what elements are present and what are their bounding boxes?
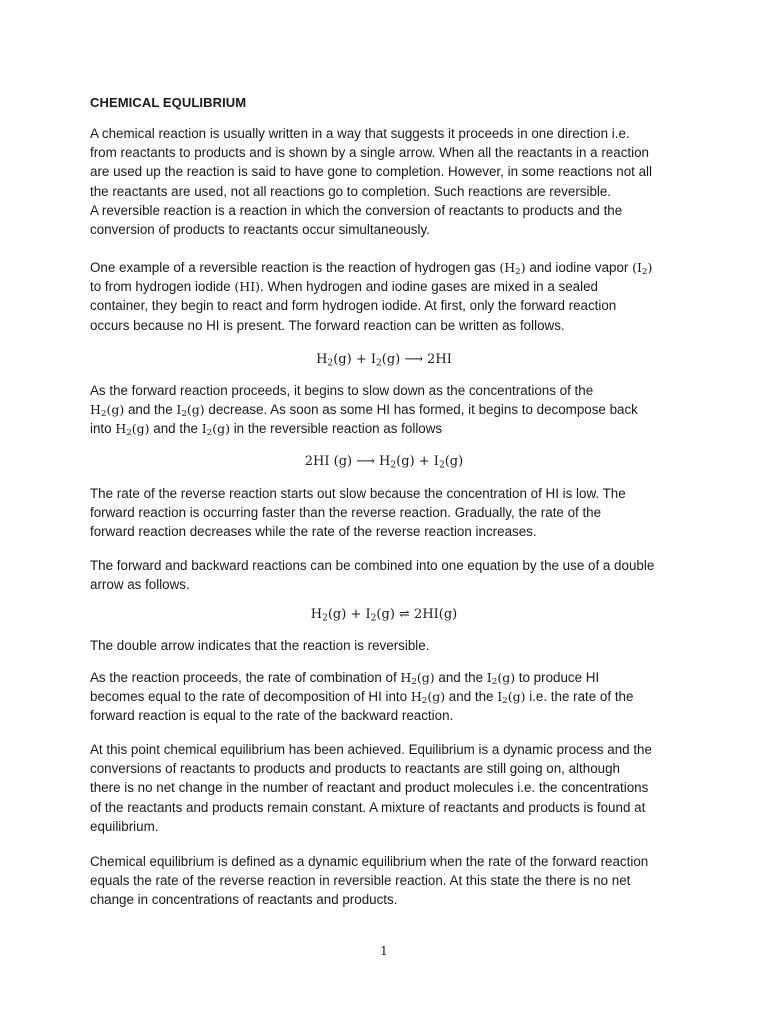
reverse-reaction-equation: 2HI (g) ⟶ $H_2(g) + I_2(g)$ — [304, 454, 464, 471]
example-paragraph — [90, 258, 678, 335]
text-span: to from hydrogen iodide — [90, 279, 235, 295]
text-line: As the reaction proceeds, the rate of combination of $H_2(g)$ and the $I_2(g)$ to produce HI — [90, 670, 600, 688]
text-line: forward reaction decreases while the rate of the reverse reaction increases. — [90, 524, 537, 540]
text-span: One example of a reversible reaction is the reaction of hydrogen gas — [90, 260, 500, 275]
text-line: the reactants are used, not all reactions go to completion. Such reactions are reversible. — [90, 183, 612, 199]
page-title: CHEMICAL EQULIBRIUM — [90, 95, 247, 110]
definition-paragraph — [90, 852, 678, 910]
combined-paragraph — [90, 556, 678, 594]
iodine-formula: $(I_2)$ — [632, 260, 653, 278]
document-page — [90, 0, 680, 1024]
text-line: Chemical equilibrium is defined as a dynamic equilibrium when the rate of the forward reaction — [90, 854, 649, 869]
text-line: equilibrium. — [90, 818, 159, 834]
text-line: container, they begin to react and form hydrogen iodide. At first, only the forward reaction — [90, 298, 617, 314]
text-line: As the forward reaction proceeds, it begins to slow down as the concentrations of the — [90, 383, 594, 398]
text-line: A reversible reaction is a reaction in which the conversion of reactants to products and the — [90, 202, 623, 218]
text-line: At this point chemical equilibrium has been achieved. Equilibrium is a dynamic process and the — [90, 742, 652, 757]
text-line: $H_2(g)$ and the $I_2(g)$ decrease. As soon as some HI has formed, it begins to decompose back — [90, 402, 638, 420]
equilibrium-paragraph — [90, 740, 678, 836]
text-line: forward reaction is occurring faster than the reverse reaction. Gradually, the rate of the — [90, 505, 602, 521]
text-line: there is no net change in the number of reactant and product molecules i.e. the concentrations — [90, 780, 649, 796]
text-line: occurs because no HI is present. The forward reaction can be written as follows. — [90, 317, 565, 333]
text-span: and iodine vapor — [525, 260, 633, 275]
rate-equal-paragraph — [90, 668, 678, 726]
text-line: conversion of products to reactants occur simultaneously. — [90, 222, 430, 238]
text-line: conversions of reactants to products and products to reactants are still going on, although — [90, 761, 620, 777]
equilibrium-equation: $H_2(g) + I_2(g)$ ⇌ 2HI(g) — [310, 607, 458, 624]
text-line: arrow as follows. — [90, 577, 190, 593]
text-line: are used up the reaction is said to have gone to completion. However, in some reactions not all — [90, 164, 652, 180]
text-line: equals the rate of the reverse reaction in reversible reaction. At this state the there is no net — [90, 873, 631, 889]
hydrogen-formula: $(H_2)$ — [499, 260, 526, 278]
text-line: from reactants to products and is shown by a single arrow. When all the reactants in a reaction — [90, 145, 649, 161]
forward-reaction-equation: $H_2(g) + I_2(g)$ ⟶ 2HI — [316, 352, 452, 369]
text-line: The rate of the reverse reaction starts out slow because the concentration of HI is low. The — [90, 486, 626, 501]
text-line: becomes equal to the rate of decomposition of HI into $H_2(g)$ and the $I_2(g)$ i.e. the rate of the — [90, 689, 634, 707]
text-line: change in concentrations of reactants and products. — [90, 892, 398, 908]
hydrogen-iodide-formula: (HI) — [234, 279, 261, 295]
page-number: 1 — [380, 944, 388, 958]
text-span: . When hydrogen and iodine gases are mixed in a sealed — [260, 279, 598, 295]
text-line: A chemical reaction is usually written in a way that suggests it proceeds in one direction i.e. — [90, 126, 630, 141]
text-line: The double arrow indicates that the reaction is reversible. — [90, 638, 430, 653]
text-line: forward reaction is equal to the rate of the backward reaction. — [90, 708, 454, 724]
text-line: of the reactants and products remain constant. A mixture of reactants and products is found at — [90, 799, 646, 815]
double-arrow-paragraph — [90, 636, 678, 655]
text-line: into $H_2(g)$ and the $I_2(g)$ in the reversible reaction as follows — [90, 421, 443, 439]
reverse-rate-paragraph — [90, 484, 678, 542]
text-line: The forward and backward reactions can be combined into one equation by the use of a double — [90, 558, 655, 573]
forward-paragraph — [90, 381, 678, 439]
intro-paragraph — [90, 124, 678, 239]
text-line — [90, 277, 678, 296]
text-line — [90, 258, 678, 277]
